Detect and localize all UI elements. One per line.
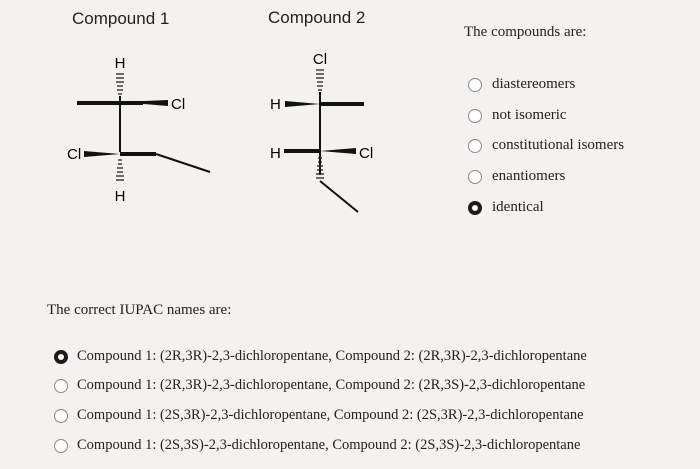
radio-button[interactable]: [468, 170, 482, 184]
compound-2-lower-right-cl: Cl: [359, 145, 374, 162]
hash-bond: [116, 160, 124, 180]
compound-2-upper-left-h: H: [270, 96, 281, 113]
radio-button[interactable]: [54, 439, 68, 453]
option-label: diastereomers: [492, 76, 576, 92]
wedge-bond: [320, 148, 356, 154]
iupac-option-2[interactable]: [54, 377, 585, 394]
hash-bond: [316, 70, 324, 90]
option-not-isomeric[interactable]: [468, 107, 567, 124]
compound-2-structure: [258, 40, 398, 220]
option-label: enantiomers: [492, 168, 566, 184]
compound-1-bottom-h: H: [114, 188, 126, 205]
option-label: Compound 1: (2R,3R)-2,3-dichloropentane, Compound 2: (2R,3S)-2,3-dichloropentane: [77, 377, 586, 393]
hash-bond: [116, 74, 124, 94]
compound-1-structure: [55, 40, 225, 215]
compound-1-left-cl: Cl: [67, 146, 82, 163]
wedge-bond: [84, 151, 120, 157]
compound-2-lower-left-h: H: [270, 145, 281, 162]
radio-button-selected[interactable]: [54, 350, 68, 364]
compound-1-top-h: H: [114, 55, 126, 72]
option-label: Compound 1: (2S,3R)-2,3-dichloropentane, Compound 2: (2S,3R)-2,3-dichloropentane: [77, 407, 584, 423]
radio-button[interactable]: [468, 78, 482, 92]
option-label: constitutional isomers: [492, 137, 625, 153]
compound-2-title: Compound 2: [268, 8, 366, 27]
iupac-question-prompt: The correct IUPAC names are:: [47, 302, 232, 318]
radio-button[interactable]: [54, 379, 68, 393]
radio-button[interactable]: [468, 139, 482, 153]
compounds-question-prompt: The compounds are:: [464, 24, 587, 40]
option-label: Compound 1: (2S,3S)-2,3-dichloropentane, Compound 2: (2S,3S)-2,3-dichloropentane: [77, 437, 581, 453]
option-label: Compound 1: (2R,3R)-2,3-dichloropentane, Compound 2: (2R,3R)-2,3-dichloropentane: [77, 348, 587, 364]
radio-button[interactable]: [54, 409, 68, 423]
compound-1-right-cl: Cl: [171, 96, 186, 113]
ethyl-bond: [156, 154, 210, 172]
iupac-option-3[interactable]: [54, 407, 584, 424]
compound-2-top-cl: Cl: [312, 51, 328, 68]
radio-button[interactable]: [468, 109, 482, 123]
radio-button-selected[interactable]: [468, 201, 482, 215]
iupac-option-4[interactable]: [54, 437, 580, 454]
option-enantiomers[interactable]: [468, 168, 565, 185]
wedge-bond: [285, 101, 320, 107]
compound-1-title: Compound 1: [72, 9, 170, 28]
ethyl-bond: [320, 181, 358, 212]
option-label: not isomeric: [492, 107, 567, 123]
option-diastereomers[interactable]: [468, 76, 575, 93]
option-constitutional-isomers[interactable]: [468, 137, 624, 154]
option-identical[interactable]: [468, 199, 544, 216]
option-label: identical: [492, 199, 544, 215]
iupac-option-1[interactable]: [54, 348, 587, 365]
